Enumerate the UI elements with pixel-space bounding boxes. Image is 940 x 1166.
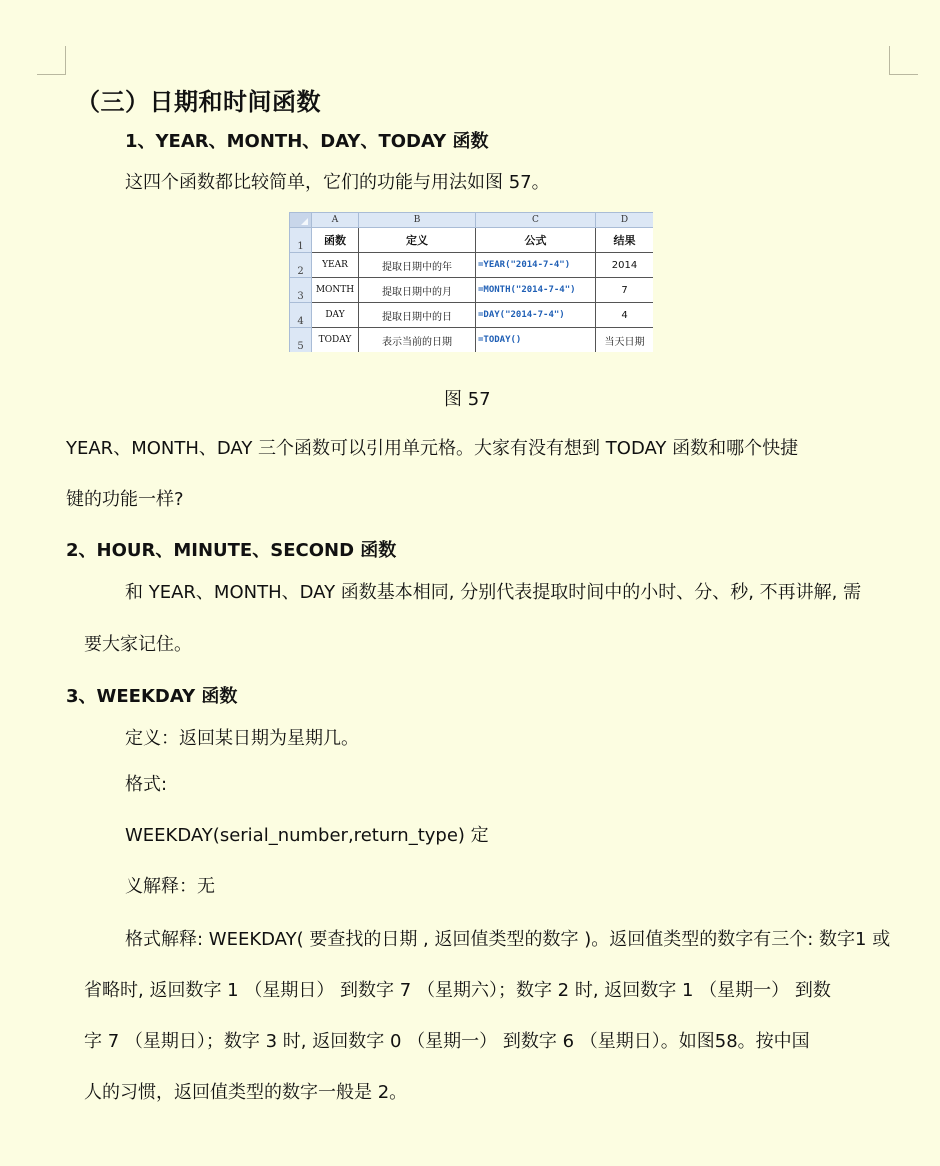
table-row	[290, 253, 654, 278]
column-header-row	[290, 213, 654, 228]
subsection-3-heading: 3、WEEKDAY 函数	[66, 686, 238, 707]
formula-cell: =TODAY()	[476, 328, 596, 353]
table-row	[290, 278, 654, 303]
table-row	[290, 303, 654, 328]
row-number: 3	[290, 278, 312, 303]
result-cell: 2014	[596, 253, 654, 278]
subsection-2-heading: 2、HOUR、MINUTE、SECOND 函数	[66, 540, 397, 561]
formula-cell: =MONTH("2014-7-4")	[476, 278, 596, 303]
paragraph-line: 人的习惯，返回值类型的数字一般是 2。	[84, 1082, 408, 1103]
figure-57-spreadsheet	[289, 212, 653, 352]
header-cell: 结果	[596, 228, 654, 253]
page-corner-mark-top-right	[889, 46, 918, 75]
formula-cell: =DAY("2014-7-4")	[476, 303, 596, 328]
row-number: 4	[290, 303, 312, 328]
paragraph-line: 字 7 （星期日）；数字 3 时, 返回数字 0 （星期一） 到数字 6 （星期日）。如图58。按中国	[84, 1031, 810, 1052]
row-number: 1	[290, 228, 312, 253]
header-cell: 公式	[476, 228, 596, 253]
syntax-line: WEEKDAY(serial_number,return_type) 定	[125, 825, 489, 846]
table-row	[290, 328, 654, 353]
paragraph-line: 要大家记住。	[84, 634, 192, 655]
column-header: A	[312, 213, 359, 228]
function-cell: MONTH	[312, 278, 359, 303]
result-cell: 7	[596, 278, 654, 303]
paragraph-line: YEAR、MONTH、DAY 三个函数可以引用单元格。大家有没有想到 TODAY 函数和哪个快捷	[66, 438, 799, 459]
row-number: 5	[290, 328, 312, 353]
function-cell: TODAY	[312, 328, 359, 353]
definition-explain-line: 义解释：无	[125, 876, 215, 897]
header-cell: 函数	[312, 228, 359, 253]
paragraph-line: 键的功能一样?	[66, 489, 184, 510]
figure-caption: 图 57	[444, 389, 491, 410]
paragraph-line: 和 YEAR、MONTH、DAY 函数基本相同, 分别代表提取时间中的小时、分、秒, 不再讲解, 需	[125, 582, 862, 603]
formula-cell: =YEAR("2014-7-4")	[476, 253, 596, 278]
paragraph-line: 省略时, 返回数字 1 （星期日） 到数字 7 （星期六）；数字 2 时, 返回数字 1 （星期一） 到数	[84, 980, 831, 1001]
definition-line: 定义：返回某日期为星期几。	[125, 728, 359, 749]
row-number: 2	[290, 253, 312, 278]
column-header: B	[359, 213, 476, 228]
select-all-corner	[290, 213, 312, 228]
table-header-row	[290, 228, 654, 253]
subsection-1-heading: 1、YEAR、MONTH、DAY、TODAY 函数	[125, 131, 489, 152]
column-header: C	[476, 213, 596, 228]
section-title: （三）日期和时间函数	[76, 88, 321, 116]
definition-cell: 表示当前的日期	[359, 328, 476, 353]
definition-cell: 提取日期中的月	[359, 278, 476, 303]
definition-cell: 提取日期中的年	[359, 253, 476, 278]
paragraph-line: 格式解释: WEEKDAY( 要查找的日期 , 返回值类型的数字 )。返回值类型的数字有三个: 数字1 或	[125, 929, 891, 950]
definition-cell: 提取日期中的日	[359, 303, 476, 328]
page-corner-mark-top-left	[37, 46, 66, 75]
result-cell: 4	[596, 303, 654, 328]
function-cell: DAY	[312, 303, 359, 328]
header-cell: 定义	[359, 228, 476, 253]
format-label: 格式:	[125, 774, 168, 795]
function-cell: YEAR	[312, 253, 359, 278]
result-cell: 当天日期	[596, 328, 654, 353]
subsection-1-intro: 这四个函数都比较简单，它们的功能与用法如图 57。	[125, 172, 550, 193]
column-header: D	[596, 213, 654, 228]
